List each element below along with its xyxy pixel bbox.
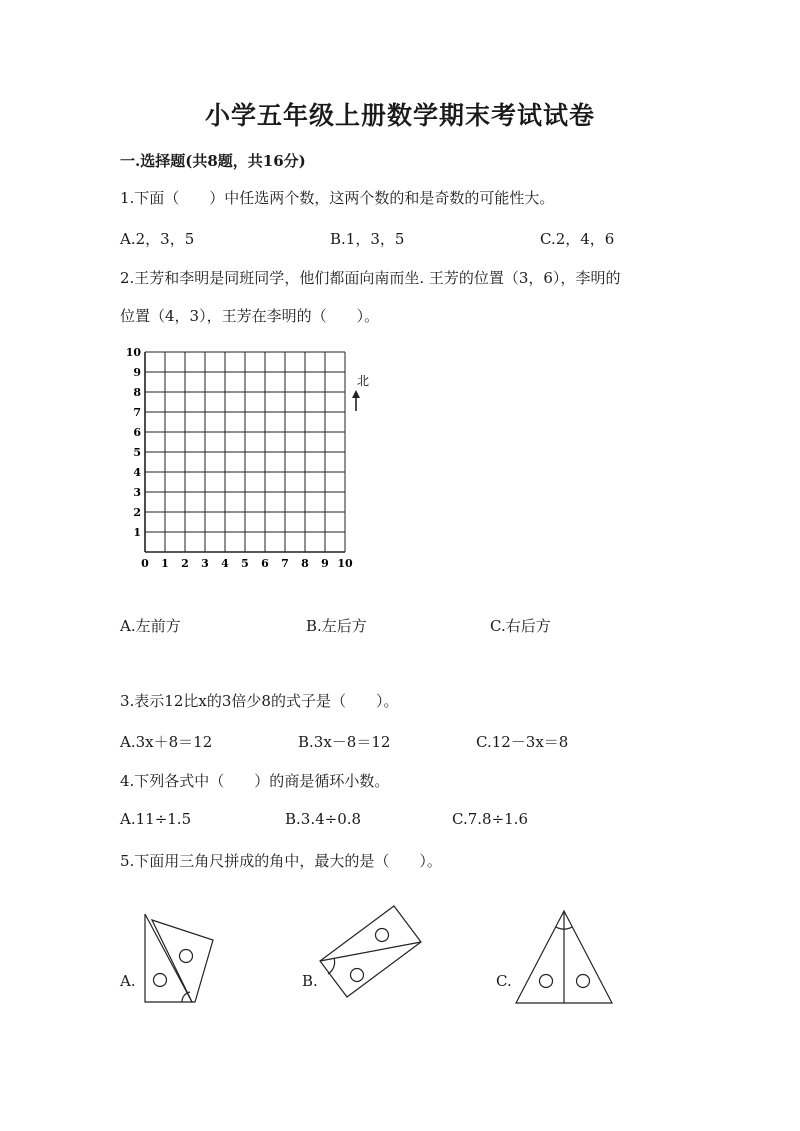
x-tick-label: 1 bbox=[161, 557, 169, 570]
figure-c-label: C. bbox=[496, 972, 512, 990]
q2-option-b: B.左后方 bbox=[306, 617, 367, 635]
grid-lines bbox=[145, 352, 345, 552]
y-tick-label: 9 bbox=[133, 366, 141, 379]
page-title: 小学五年级上册数学期末考试试卷 bbox=[204, 101, 595, 130]
section-heading: 一.选择题(共8题，共16分) bbox=[120, 152, 306, 170]
x-tick-label: 3 bbox=[201, 557, 209, 570]
north-arrow-icon bbox=[352, 390, 360, 411]
x-axis-ticks bbox=[141, 557, 353, 570]
figure-b-label: B. bbox=[302, 972, 318, 990]
x-tick-label: 10 bbox=[337, 557, 353, 570]
q3-option-c: C.12－3x＝8 bbox=[476, 733, 569, 751]
q1-option-a: A.2，3，5 bbox=[120, 230, 195, 248]
x-tick-label: 9 bbox=[321, 557, 329, 570]
q1-option-b: B.1，3，5 bbox=[330, 230, 405, 248]
x-tick-label: 8 bbox=[301, 557, 309, 570]
q2-option-c: C.右后方 bbox=[490, 617, 551, 635]
figure-a-label: A. bbox=[120, 972, 136, 990]
question-1-text: 1.下面（ ）中任选两个数，这两个数的和是奇数的可能性大。 bbox=[120, 189, 555, 207]
y-axis-ticks bbox=[126, 346, 142, 539]
x-tick-label: 2 bbox=[181, 557, 189, 570]
q4-option-a: A.11÷1.5 bbox=[120, 810, 192, 828]
north-label: 北 bbox=[357, 374, 370, 388]
figure-a-triangles bbox=[140, 908, 220, 1008]
y-tick-label: 10 bbox=[125, 346, 141, 359]
x-tick-label: 0 bbox=[141, 557, 149, 570]
q3-option-a: A.3x＋8＝12 bbox=[120, 733, 213, 751]
y-tick-label: 2 bbox=[133, 506, 141, 519]
y-tick-label: 7 bbox=[133, 406, 141, 419]
x-tick-label: 7 bbox=[281, 557, 289, 570]
y-tick-label: 3 bbox=[133, 486, 141, 499]
y-tick-label: 4 bbox=[133, 466, 141, 479]
question-2-text-line2: 位置（4，3），王芳在李明的（ ）。 bbox=[120, 307, 380, 325]
figure-c-triangles bbox=[510, 905, 620, 1010]
q4-option-b: B.3.4÷0.8 bbox=[285, 810, 362, 828]
question-3-text: 3.表示12比x的3倍少8的式子是（ ）。 bbox=[120, 692, 399, 710]
q4-option-c: C.7.8÷1.6 bbox=[452, 810, 528, 828]
figure-b-triangles bbox=[310, 900, 430, 1010]
coordinate-grid bbox=[120, 346, 380, 580]
x-tick-label: 5 bbox=[241, 557, 249, 570]
y-tick-label: 5 bbox=[133, 446, 141, 459]
y-tick-label: 8 bbox=[133, 386, 141, 399]
question-4-text: 4.下列各式中（ ）的商是循环小数。 bbox=[120, 772, 390, 790]
x-tick-label: 6 bbox=[261, 557, 269, 570]
q3-option-b: B.3x－8＝12 bbox=[298, 733, 391, 751]
q2-option-a: A.左前方 bbox=[120, 617, 181, 635]
q1-option-c: C.2，4，6 bbox=[540, 230, 615, 248]
y-tick-label: 1 bbox=[133, 526, 141, 539]
x-tick-label: 4 bbox=[221, 557, 229, 570]
question-2-text-line1: 2.王芳和李明是同班同学，他们都面向南而坐. 王芳的位置（3，6），李明的 bbox=[120, 269, 621, 287]
question-5-text: 5.下面用三角尺拼成的角中，最大的是（ ）。 bbox=[120, 852, 442, 870]
y-tick-label: 6 bbox=[133, 426, 141, 439]
